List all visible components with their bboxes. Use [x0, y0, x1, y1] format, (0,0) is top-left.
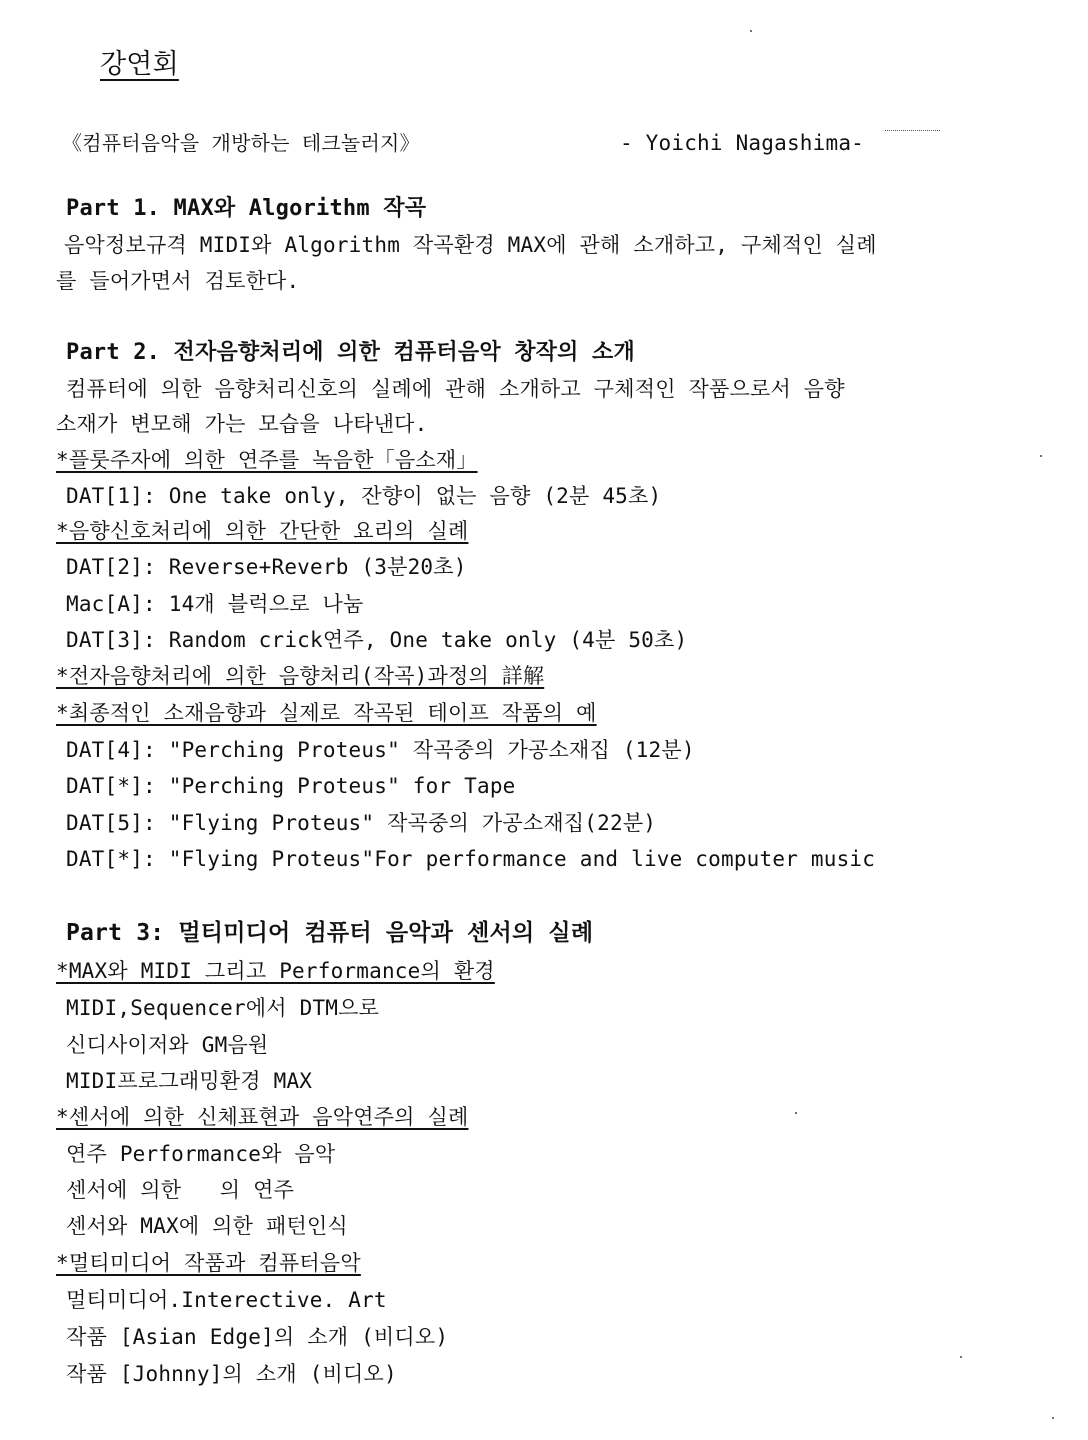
part2-subheading: *전자음향처리에 의한 음향처리(작곡)과정의 詳解	[56, 664, 545, 688]
part3-item: MIDI프로그래밍환경 MAX	[66, 1069, 313, 1093]
page-title: 강연회	[100, 49, 179, 80]
part2-item: DAT[*]: "Flying Proteus"For performance and live computer music	[66, 847, 876, 871]
part1-heading: Part 1. MAX와 Algorithm 작곡	[66, 196, 427, 221]
part3-item: MIDI,Sequencer에서 DTM으로	[66, 996, 380, 1020]
scan-speck	[960, 1356, 962, 1358]
part2-subheading: *최종적인 소재음향과 실제로 작곡된 테이프 작품의 예	[56, 701, 597, 725]
part3-item: 센서와 MAX에 의한 패턴인식	[66, 1214, 348, 1238]
part3-item: 연주 Performance와 음악	[66, 1142, 336, 1166]
part3-item: 작품 [Johnny]의 소개 (비디오)	[66, 1362, 397, 1386]
part1-body-line: 를 들어가면서 검토한다.	[56, 269, 300, 293]
part3-subheading: *MAX와 MIDI 그리고 Performance의 환경	[56, 959, 495, 983]
lecture-subtitle: 《컴퓨터음악을 개방하는 테크놀러지》	[62, 131, 420, 155]
part3-item: 센서에 의한 의 연주	[66, 1178, 295, 1202]
part3-item: 작품 [Asian Edge]의 소개 (비디오)	[66, 1325, 449, 1349]
scan-speck	[1052, 1417, 1054, 1419]
scan-speck	[750, 30, 752, 32]
part3-subheading: *센서에 의한 신체표현과 음악연주의 실례	[56, 1105, 469, 1129]
part3-item: 신디사이저와 GM음원	[66, 1033, 269, 1057]
part2-subheading: *음향신호처리에 의한 간단한 요리의 실례	[56, 519, 469, 543]
part2-item: Mac[A]: 14개 블럭으로 나눔	[66, 592, 364, 616]
part2-heading: Part 2. 전자음향처리에 의한 컴퓨터음악 창작의 소개	[66, 340, 635, 365]
part3-heading: Part 3: 멀티미디어 컴퓨터 음악과 센서의 실례	[66, 920, 594, 946]
part2-item: DAT[2]: Reverse+Reverb (3분20초)	[66, 555, 467, 579]
part3-subheading: *멀티미디어 작품과 컴퓨터음악	[56, 1251, 361, 1275]
scan-speck	[795, 1112, 797, 1114]
part2-item: DAT[4]: "Perching Proteus" 작곡중의 가공소재집 (12분)	[66, 738, 695, 762]
part1-body-line: 음악정보규격 MIDI와 Algorithm 작곡환경 MAX에 관해 소개하고, 구체적인 실례	[64, 233, 877, 257]
scan-mark	[885, 130, 940, 131]
scan-speck	[1040, 455, 1042, 457]
part2-item: DAT[*]: "Perching Proteus" for Tape	[66, 774, 516, 798]
part2-item: DAT[1]: One take only, 잔향이 없는 음향 (2분 45초)	[66, 484, 662, 508]
part2-item: DAT[5]: "Flying Proteus" 작곡중의 가공소재집(22분)	[66, 811, 657, 835]
author-name: - Yoichi Nagashima-	[620, 131, 865, 155]
part2-subheading: *플룻주자에 의한 연주를 녹음한「음소재」	[56, 448, 478, 472]
part2-item: DAT[3]: Random crick연주, One take only (4분 50초)	[66, 628, 688, 652]
part2-body-line: 컴퓨터에 의한 음향처리신호의 실례에 관해 소개하고 구체적인 작품으로서 음향	[66, 377, 845, 401]
part3-item: 멀티미디어.Interective. Art	[66, 1288, 387, 1312]
part2-body-line: 소재가 변모해 가는 모습을 나타낸다.	[56, 412, 428, 436]
